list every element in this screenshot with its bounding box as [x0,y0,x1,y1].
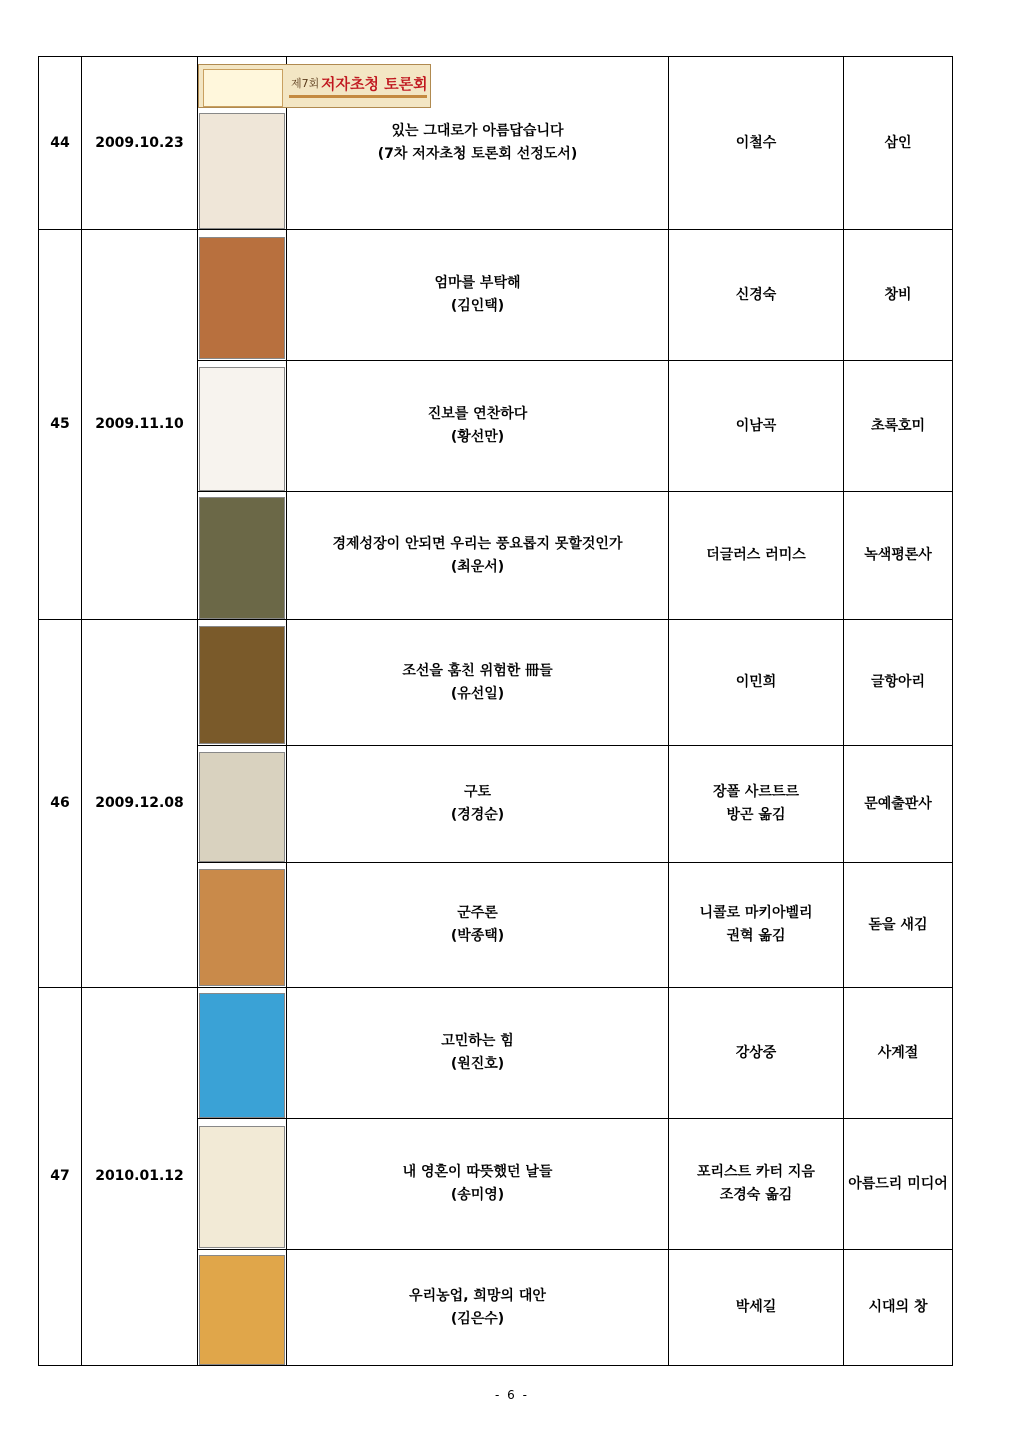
book-cover-image [199,993,285,1118]
book-translator: 조경숙 옮김 [719,1187,793,1203]
book-cover-cell [198,1119,287,1250]
book-title-cell [287,863,669,988]
book-author: 박세길 [735,1299,777,1315]
book-author-cell [669,620,844,746]
book-cover-cell [198,230,287,361]
book-list-table [38,56,953,1366]
book-title: 내 영혼이 따뜻했던 날들 [402,1164,553,1180]
book-publisher: 문예출판사 [844,746,953,863]
book-publisher: 녹색평론사 [844,492,953,620]
book-title: 진보를 연찬하다 [427,406,528,422]
book-title: 엄마를 부탁해 [434,275,521,291]
book-cover-cell [198,863,287,988]
book-cover-cell [198,361,287,492]
book-publisher: 글항아리 [844,620,953,746]
session-date: 2009.10.23 [82,57,198,230]
table-row [39,620,953,746]
book-cover-image [199,1126,285,1248]
book-author: 이남곡 [735,417,777,434]
book-cover-image [199,113,285,229]
book-title-cell [287,988,669,1119]
session-number: 47 [39,988,82,1366]
book-cover-image [199,752,285,862]
book-title: 있는 그대로가 아름답습니다 [391,123,564,139]
book-list-body [39,57,953,1366]
book-title: 군주론 [457,905,498,921]
book-title-cell [287,492,669,620]
banner-title: 저자초청 토론회 [321,75,428,93]
book-author-cell [669,746,844,863]
book-publisher: 초록호미 [844,361,953,492]
session-number: 45 [39,230,82,620]
book-title: 구토 [463,784,492,800]
book-title: 고민하는 힘 [441,1033,514,1049]
book-author: 더글러스 러미스 [706,547,806,563]
book-presenter: (송미영) [450,1187,505,1203]
book-publisher: 삼인 [844,57,953,230]
book-cover-cell [198,746,287,863]
book-publisher: 돋을 새김 [844,863,953,988]
book-publisher: 시대의 창 [844,1250,953,1366]
book-presenter: (유선일) [450,685,505,702]
author-forum-banner [198,64,431,108]
page-number: - 6 - [495,1388,529,1402]
book-cover-image [199,497,285,619]
book-title-cell [287,1250,669,1366]
table-row [39,57,953,230]
book-author: 니콜로 마키아벨리 [699,905,813,921]
book-cover-cell [198,620,287,746]
session-date: 2009.12.08 [82,620,198,988]
book-author: 신경숙 [735,286,777,303]
book-presenter: (황선만) [450,429,505,445]
book-author-cell [669,1119,844,1250]
book-author: 이철수 [735,134,777,151]
book-title-cell [287,361,669,492]
book-title: 조선을 훔친 위험한 冊들 [402,662,553,679]
book-title: 경제성장이 안되면 우리는 풍요롭지 못할것인가 [332,535,623,552]
book-author-cell [669,863,844,988]
book-author: 이민희 [735,674,777,690]
book-cover-cell [198,1250,287,1366]
book-author-cell [669,230,844,361]
banner-edition: 제7회 [291,77,320,90]
book-title-cell [287,620,669,746]
session-number: 46 [39,620,82,988]
book-author: 장폴 사르트르 [712,784,800,800]
book-cover-image [199,626,285,744]
book-cover-cell [198,492,287,620]
book-title: 우리농업, 희망의 대안 [409,1287,546,1304]
book-presenter: (김인택) [450,298,505,314]
book-presenter: (원진호) [450,1056,505,1072]
book-presenter: (김은수) [450,1310,505,1327]
book-translator: 권혁 옮김 [726,928,786,944]
book-title-cell [287,230,669,361]
book-cover-image [199,367,285,491]
book-author-cell [669,492,844,620]
book-presenter: (7차 저자초청 토론회 선정도서) [377,146,578,162]
book-cover-cell [198,988,287,1119]
book-author-cell [669,988,844,1119]
book-cover-image [199,869,285,986]
book-author-cell [669,57,844,230]
book-author: 포리스트 카터 지음 [697,1164,815,1180]
book-title-cell [287,746,669,863]
banner-book-image [203,69,283,107]
session-date: 2009.11.10 [82,230,198,620]
book-author: 강상중 [735,1044,777,1061]
book-publisher: 창비 [844,230,953,361]
book-author-cell [669,1250,844,1366]
book-author-cell [669,361,844,492]
book-presenter: (경경순) [450,807,505,823]
table-row [39,988,953,1119]
book-cover-image [199,1255,285,1365]
book-publisher: 아름드리 미디어 [844,1119,953,1250]
table-row [39,230,953,361]
book-presenter: (최운서) [450,558,505,575]
banner-info-line [289,95,427,98]
book-title-cell [287,1119,669,1250]
book-presenter: (박종택) [450,928,505,944]
book-translator: 방곤 옮김 [726,807,786,823]
book-publisher: 사계절 [844,988,953,1119]
book-cover-image [199,237,285,359]
session-date: 2010.01.12 [82,988,198,1366]
session-number: 44 [39,57,82,230]
